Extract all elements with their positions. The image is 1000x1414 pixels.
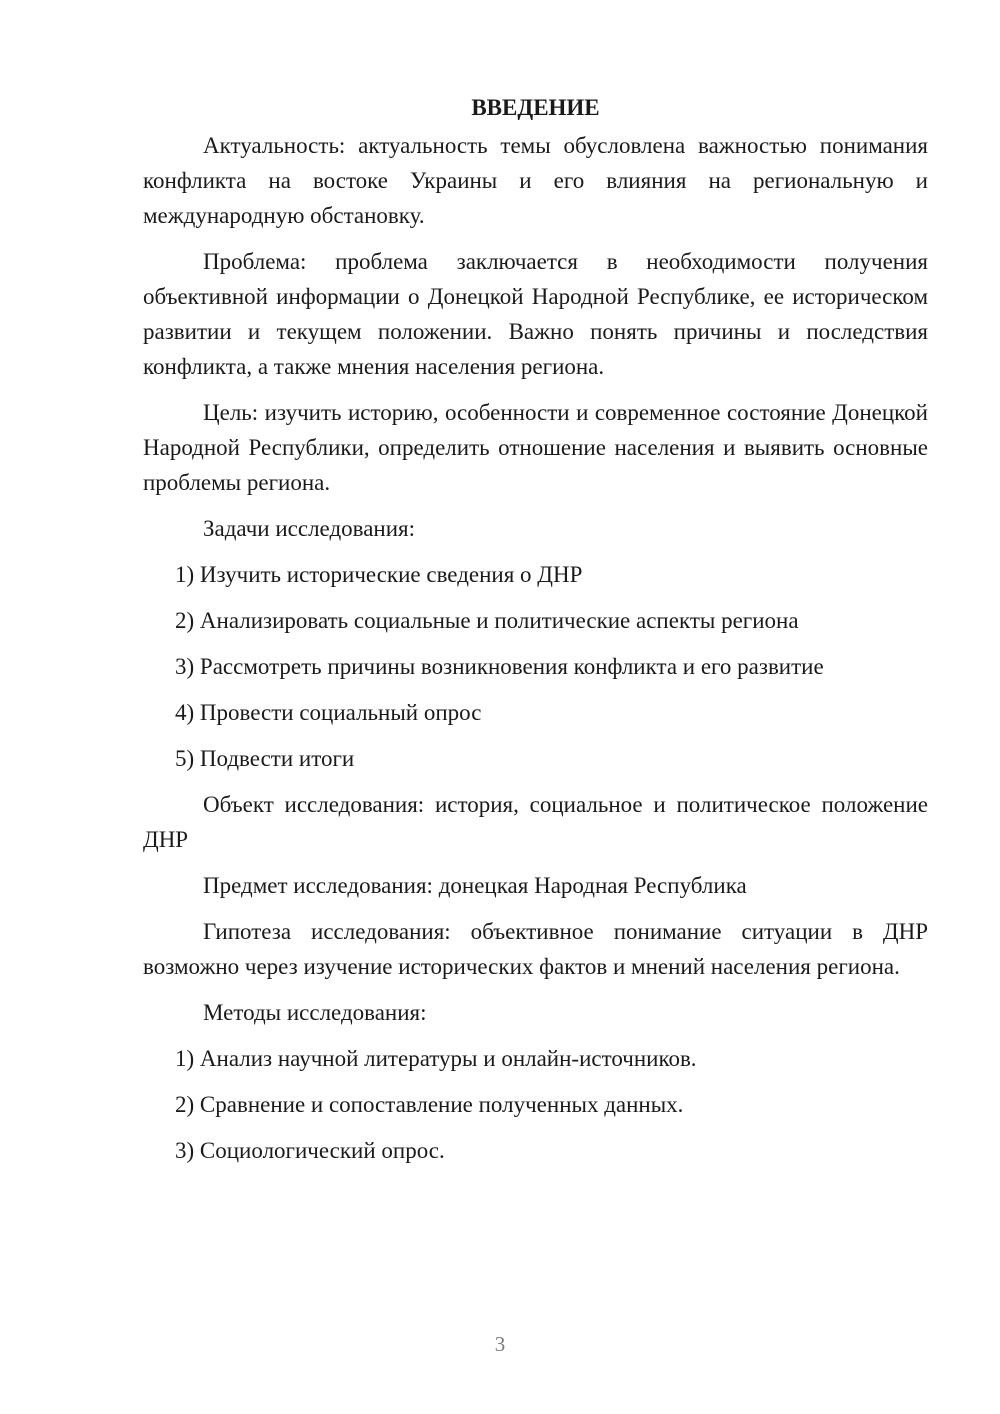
section-title: ВВЕДЕНИЕ	[471, 95, 600, 120]
list-item: 2) Сравнение и сопоставление полученных данных.	[175, 1092, 684, 1117]
list-item: 2) Анализировать социальные и политические аспекты региона	[175, 608, 799, 633]
methods-heading: Методы исследования:	[203, 1000, 427, 1025]
list-item: 1) Изучить исторические сведения о ДНР	[175, 562, 583, 587]
tasks-heading: Задачи исследования:	[203, 516, 416, 541]
document-page	[143, 90, 928, 1179]
list-item: 5) Подвести итоги	[175, 746, 355, 771]
subject-paragraph: Предмет исследования: донецкая Народная Республика	[203, 873, 747, 898]
list-item: 1) Анализ научной литературы и онлайн-источников.	[175, 1046, 697, 1071]
goal-paragraph: Цель: изучить историю, особенности и современное состояние Донецкой Народной Республики, определить отношение населения и выявить основные проблемы региона.	[143, 400, 928, 495]
hypothesis-paragraph: Гипотеза исследования: объективное понимание ситуации в ДНР возможно через изучение исторических фактов и мнений населения региона.	[143, 919, 928, 979]
list-item: 3) Социологический опрос.	[175, 1138, 445, 1163]
relevance-paragraph: Актуальность: актуальность темы обусловлена важностью понимания конфликта на востоке Украины и его влияния на региональную и международную обстановку.	[143, 133, 928, 228]
list-item: 4) Провести социальный опрос	[175, 700, 482, 725]
object-paragraph: Объект исследования: история, социальное и политическое положение ДНР	[143, 792, 928, 852]
tasks-list	[143, 557, 928, 776]
problem-paragraph: Проблема: проблема заключается в необходимости получения объективной информации о Донецкой Народной Республике, ее историческом развитии и текущем положении. Важно понять причины и последствия конфликта, а также мнения населения региона.	[143, 249, 928, 379]
page-number: 3	[494, 1332, 506, 1356]
list-item: 3) Рассмотреть причины возникновения конфликта и его развитие	[175, 654, 824, 679]
methods-list	[143, 1041, 928, 1168]
